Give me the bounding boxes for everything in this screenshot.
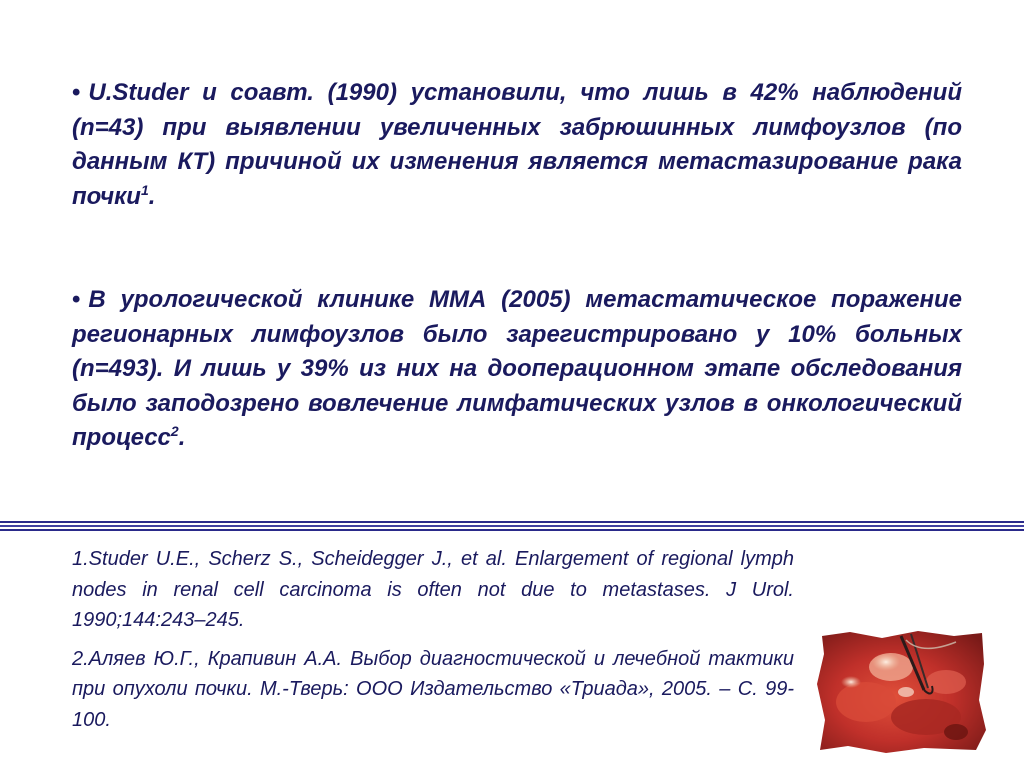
divider-rule (0, 521, 1024, 533)
bullet-item (72, 76, 962, 214)
bullet-end: . (148, 182, 156, 210)
bullet-text: U.Studer и соавт. (1990) установили, что лишь в 42% наблюдений (n=43) при выявлении увеличенных забрюшинных лимфоузлов (по данным КТ) причиной их изменения является метастазирование рака почки (72, 79, 962, 210)
footnote-ref: 1 (140, 181, 149, 198)
bullet-text: В урологической клинике ММА (2005) метастатическое поражение регионарных лимфоузлов было зарегистрировано у 10% больных (n=493). И лишь у 39% из них на дооперационном этапе обследования было заподозрено вовлечение лимфатических узлов в онкологический процесс (72, 286, 962, 451)
footnote-ref: 2 (170, 423, 179, 439)
bullet-marker: • (72, 286, 81, 313)
bullet-marker: • (72, 79, 81, 106)
divider-line (0, 525, 1024, 527)
surgical-photo-icon (806, 622, 996, 762)
reference-item: 2.Аляев Ю.Г., Крапивин А.А. Выбор диагностической и лечебной тактики при опухоли почки. М.-Тверь: ООО Издательство «Триада», 2005. – С. 99-100. (72, 647, 794, 731)
surgical-photo (806, 622, 996, 762)
references (72, 544, 794, 743)
reference-item: 1.Studer U.E., Scherz S., Scheidegger J., et al. Enlargement of regional lymph nodes in renal cell carcinoma is often not due to metastases. J Urol. 1990;144:243–245. (72, 548, 794, 631)
bullet-item (72, 283, 962, 456)
divider-line (0, 529, 1024, 531)
divider-line (0, 521, 1024, 523)
bullet-end: . (178, 424, 186, 451)
